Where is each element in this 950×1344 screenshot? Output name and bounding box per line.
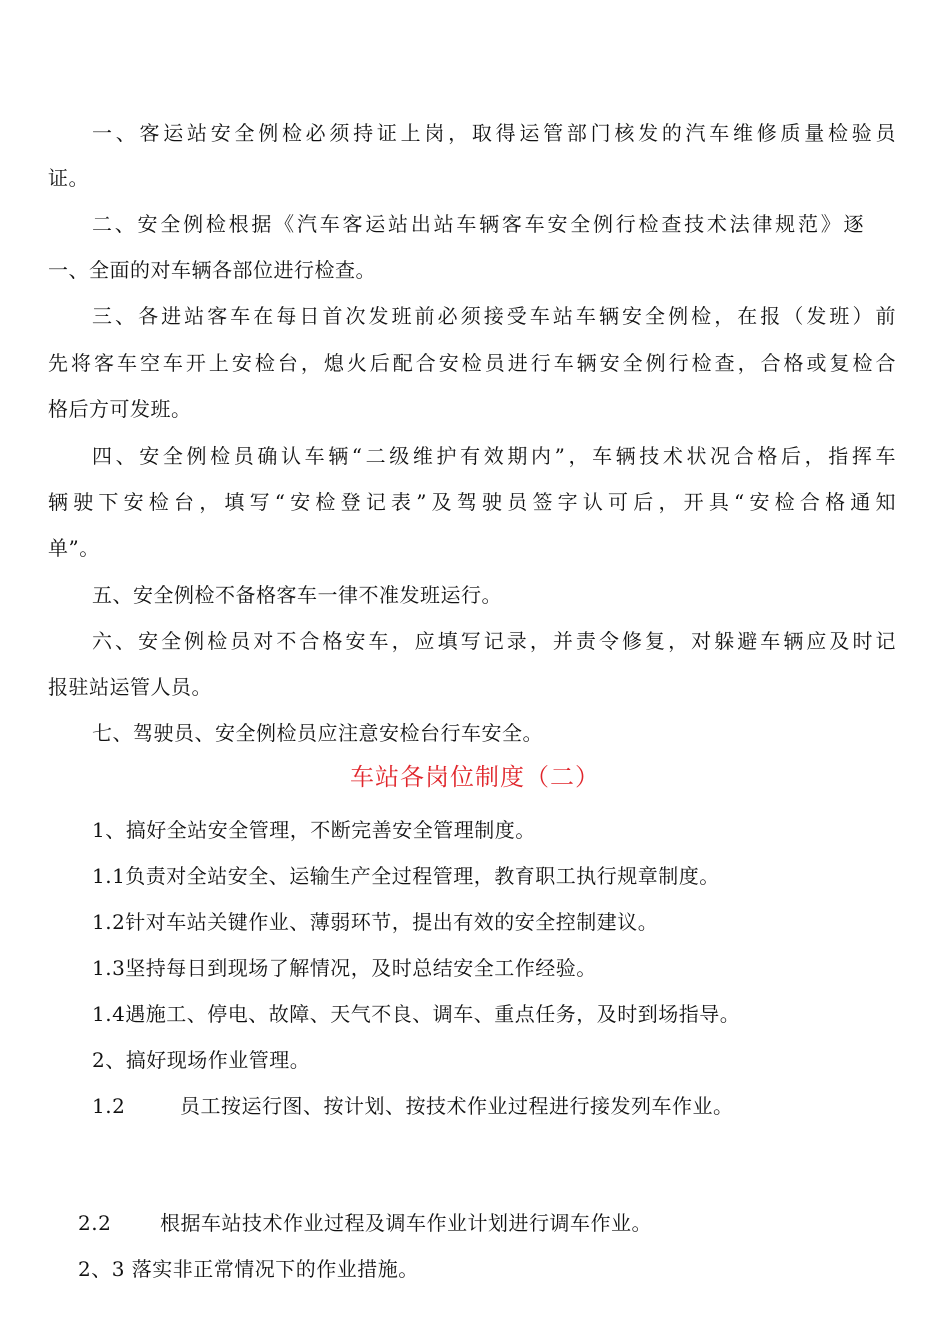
paragraph-5-line-1: 五、安全例检不备格客车一律不准发班运行。 xyxy=(92,583,502,607)
item-2-2-text: 根据车站技术作业过程及调车作业计划进行调车作业。 xyxy=(160,1211,652,1235)
item-2: 2、搞好现场作业管理。 xyxy=(92,1048,311,1072)
item-2-1-number: 1.2 xyxy=(92,1094,126,1118)
paragraph-7-line-1: 七、驾驶员、安全例检员应注意安检台行车安全。 xyxy=(92,721,543,745)
item-1: 1、搞好全站安全管理，不断完善安全管理制度。 xyxy=(92,818,536,842)
item-2-3: 2、3 落实非正常情况下的作业措施。 xyxy=(78,1257,419,1281)
paragraph-4-line-3: 单”。 xyxy=(48,536,100,560)
item-2-1-text: 员工按运行图、按计划、按技术作业过程进行接发列车作业。 xyxy=(180,1094,734,1118)
item-1-1: 1.1负责对全站安全、运输生产全过程管理，教育职工执行规章制度。 xyxy=(92,864,720,888)
paragraph-1-line-1: 一、客运站安全例检必须持证上岗，取得运管部门核发的汽车维修质量检验员 xyxy=(92,121,896,145)
paragraph-2-line-1: 二、安全例检根据《汽车客运站出站车辆客车安全例行检查技术法律规范》逐 xyxy=(92,212,864,236)
paragraph-6-line-1: 六、安全例检员对不合格安车，应填写记录，并责令修复，对躲避车辆应及时记 xyxy=(92,629,896,653)
item-1-4: 1.4遇施工、停电、故障、天气不良、调车、重点任务，及时到场指导。 xyxy=(92,1002,741,1026)
section-title: 车站各岗位制度（二） xyxy=(350,763,600,791)
paragraph-1-line-2: 证。 xyxy=(48,166,89,190)
item-1-3: 1.3坚持每日到现场了解情况，及时总结安全工作经验。 xyxy=(92,956,597,980)
item-2-2-number: 2.2 xyxy=(78,1211,112,1235)
paragraph-3-line-2: 先将客车空车开上安检台，熄火后配合安检员进行车辆安全例行检查，合格或复检合 xyxy=(48,351,896,375)
paragraph-2-line-2: 一、全面的对车辆各部位进行检查。 xyxy=(48,258,376,282)
paragraph-4-line-2: 辆驶下安检台，填写“安检登记表”及驾驶员签字认可后，开具“安检合格通知 xyxy=(48,490,896,514)
paragraph-4-line-1: 四、安全例检员确认车辆“二级维护有效期内”，车辆技术状况合格后，指挥车 xyxy=(92,444,896,468)
paragraph-6-line-2: 报驻站运管人员。 xyxy=(48,675,212,699)
paragraph-3-line-3: 格后方可发班。 xyxy=(48,397,192,421)
paragraph-3-line-1: 三、各进站客车在每日首次发班前必须接受车站车辆安全例检，在报（发班）前 xyxy=(92,304,896,328)
item-1-2: 1.2针对车站关键作业、薄弱环节，提出有效的安全控制建议。 xyxy=(92,910,659,934)
